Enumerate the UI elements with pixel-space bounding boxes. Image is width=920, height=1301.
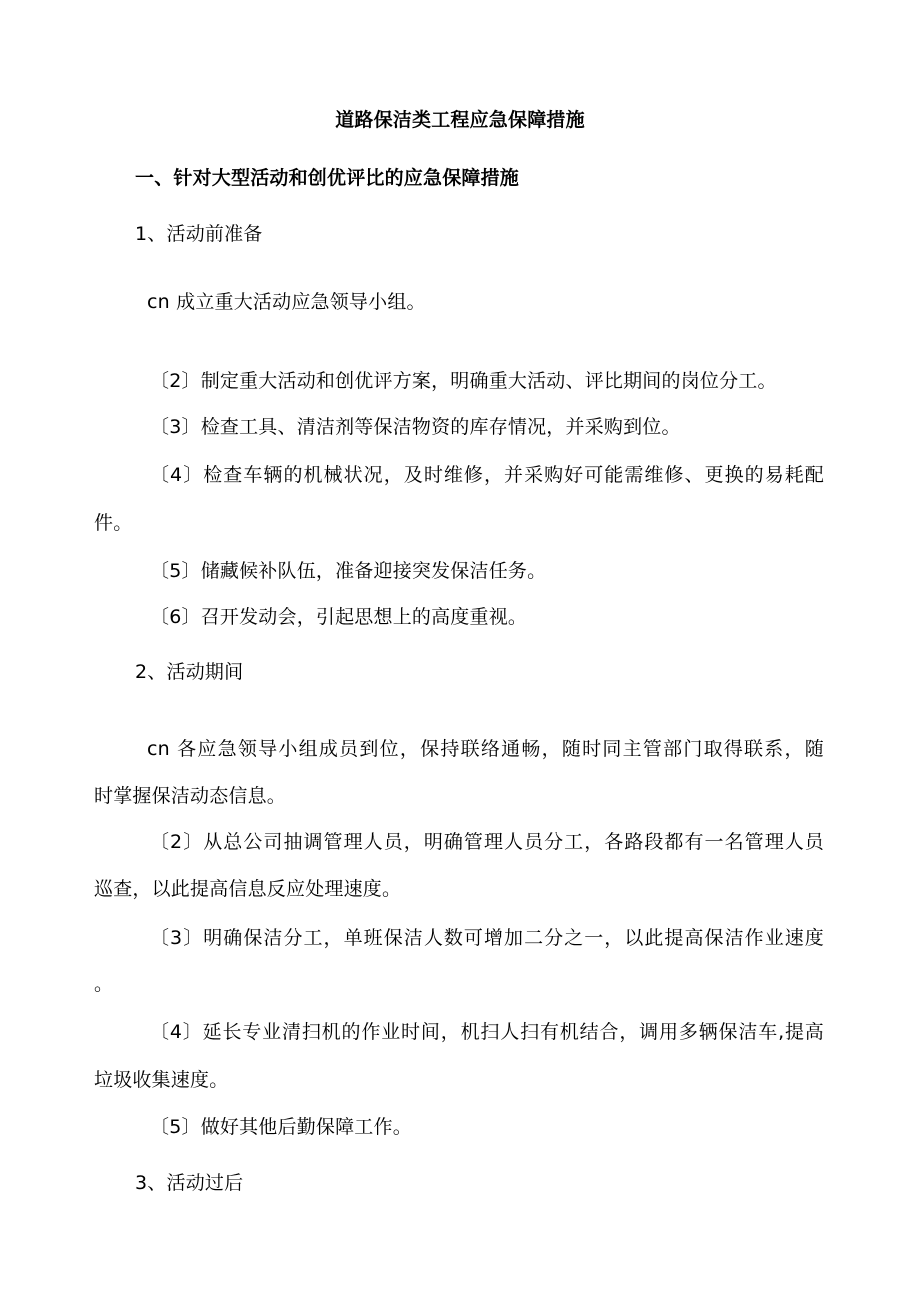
paragraph-line: 〔2〕制定重大活动和创优评方案，明确重大活动、评比期间的岗位分工。: [150, 370, 777, 392]
paragraph-line: cn 各应急领导小组成员到位，保持联络通畅，随时同主管部门取得联系，随: [147, 738, 824, 760]
subsection-heading-3: 3、活动过后: [135, 1172, 244, 1194]
document-title: 道路保洁类工程应急保障措施: [335, 109, 585, 131]
paragraph-line: 〔4〕延长专业清扫机的作业时间，机扫人扫有机结合，调用多辆保洁车,提高: [150, 1021, 824, 1043]
paragraph-line: 〔5〕做好其他后勤保障工作。: [150, 1116, 412, 1138]
paragraph-line: 巡查，以此提高信息反应处理速度。: [94, 878, 402, 900]
section-heading-1: 一、针对大型活动和创优评比的应急保障措施: [135, 167, 520, 189]
subsection-heading-1: 1、活动前准备: [135, 223, 263, 245]
paragraph-line: 〔5〕储藏候补队伍，准备迎接突发保洁任务。: [150, 560, 547, 582]
paragraph-line: 〔3〕检查工具、清洁剂等保洁物资的库存情况，并采购到位。: [150, 416, 681, 438]
paragraph-line: 垃圾收集速度。: [94, 1069, 229, 1091]
paragraph-line: cn 成立重大活动应急领导小组。: [147, 291, 426, 313]
paragraph-line: 件。: [94, 512, 133, 534]
paragraph-line: 〔2〕从总公司抽调管理人员，明确管理人员分工，各路段都有一名管理人员: [150, 831, 824, 853]
paragraph-line: 时掌握保洁动态信息。: [94, 785, 287, 807]
paragraph-line: 〔4〕检查车辆的机械状况，及时维修，并采购好可能需维修、更换的易耗配: [150, 464, 824, 486]
paragraph-line: 〔3〕明确保洁分工，单班保洁人数可增加二分之一，以此提高保洁作业速度: [150, 927, 824, 949]
paragraph-line: 〔6〕召开发动会，引起思想上的高度重视。: [150, 606, 528, 628]
subsection-heading-2: 2、活动期间: [135, 661, 244, 683]
paragraph-line: 。: [94, 973, 114, 995]
